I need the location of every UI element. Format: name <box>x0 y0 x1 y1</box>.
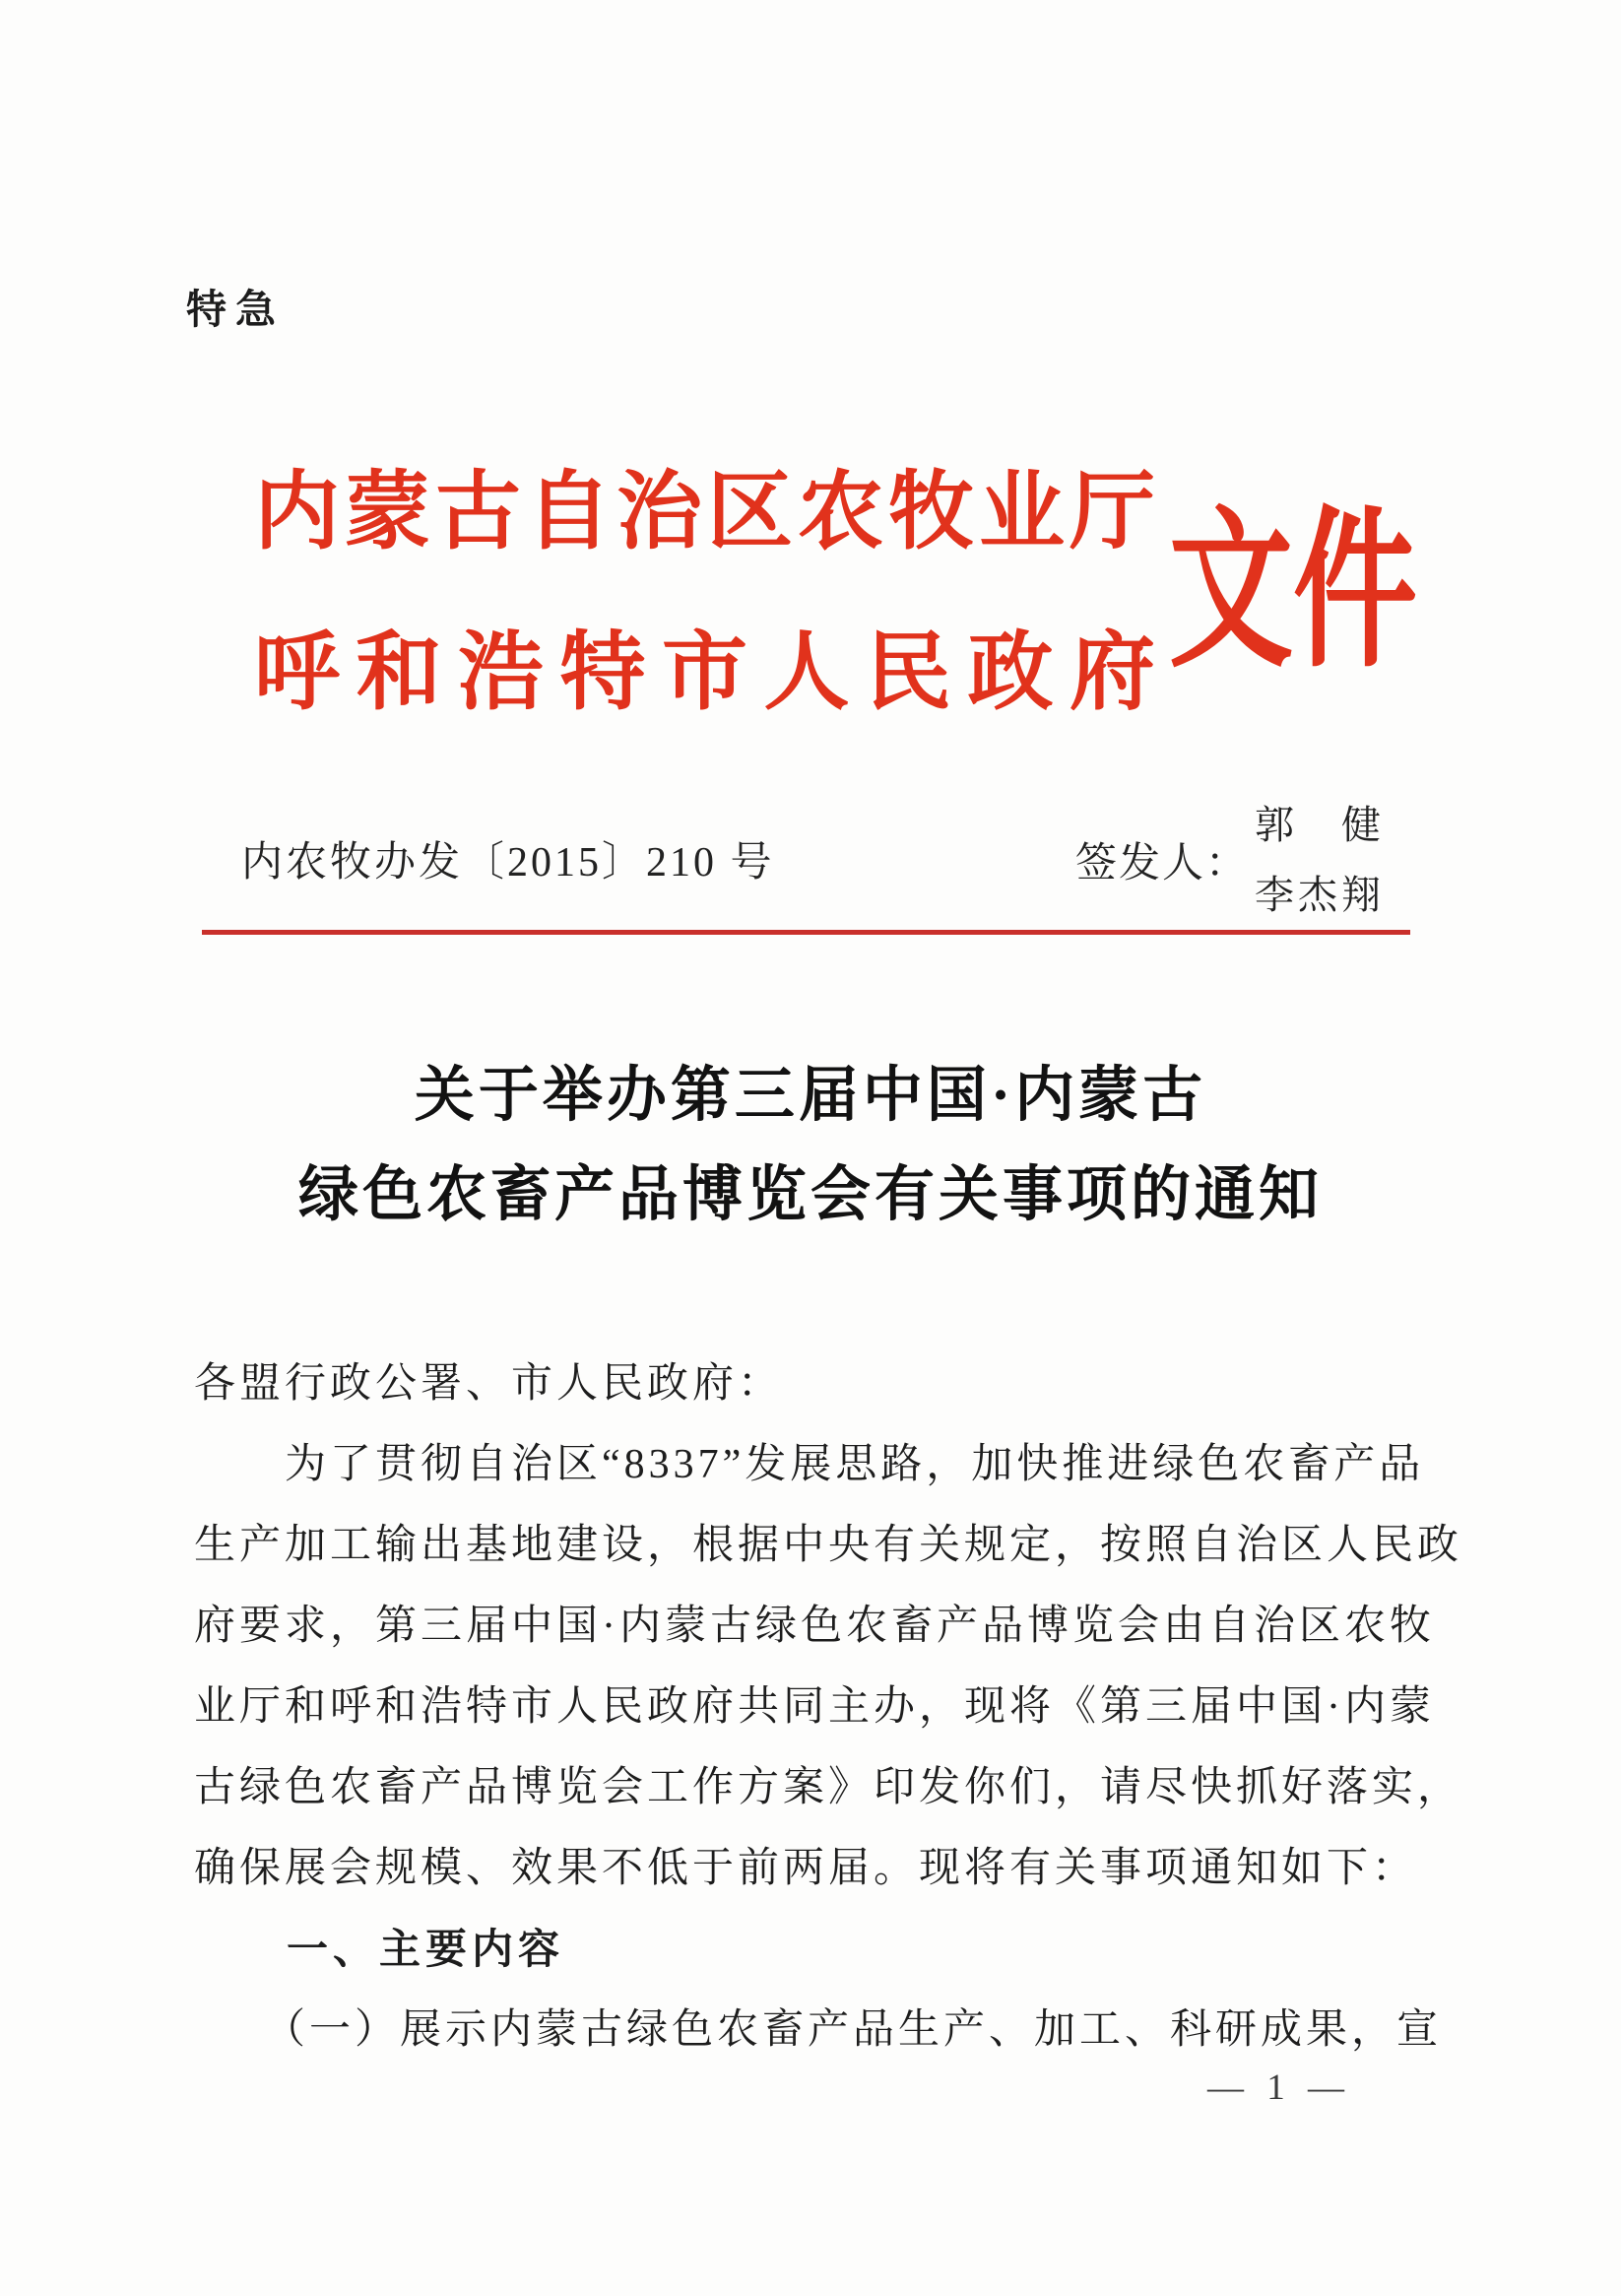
letterhead-doc-word: 文件 <box>1169 495 1417 688</box>
document-title <box>0 1046 1621 1245</box>
doc-number: 内农牧办发〔2015〕210 号 <box>241 840 775 886</box>
issuer-name-1: 郭 健 <box>1255 803 1385 847</box>
body-text-line: （一）展示内蒙古绿色农畜产品生产、加工、科研成果，宣 <box>194 2007 1443 2053</box>
letterhead-org-line1: 内蒙古自治区农牧业厅 <box>254 464 1155 559</box>
body-text-line: 业厅和呼和浩特市人民政府共同主办，现将《第三届中国·内蒙 <box>194 1684 1435 1730</box>
body-text-line: 确保展会规模、效果不低于前两届。现将有关事项通知如下： <box>194 1846 1418 1891</box>
body-salutation: 各盟行政公署、市人民政府： <box>194 1361 784 1407</box>
document-title-line1: 关于举办第三届中国·内蒙古 <box>414 1063 1207 1129</box>
issuer-name-2: 李杰翔 <box>1255 873 1385 917</box>
issuer-label: 签发人： <box>1074 841 1249 886</box>
body-text-line: 府要求，第三届中国·内蒙古绿色农畜产品博览会由自治区农牧 <box>194 1604 1435 1649</box>
doc-meta-row <box>194 786 1428 929</box>
body-text-line: 为了贯彻自治区“8337”发展思路，加快推进绿色农畜产品 <box>194 1442 1425 1487</box>
body-text-line: 生产加工输出基地建设，根据中央有关规定，按照自治区人民政 <box>194 1523 1463 1568</box>
letterhead <box>254 431 1514 753</box>
letterhead-org-line2: 呼和浩特市人民政府 <box>254 624 1155 720</box>
page-number: — 1 — <box>1207 2067 1351 2108</box>
urgency-label: 特急 <box>186 287 285 332</box>
document-body <box>194 1344 1463 2070</box>
document-title-line2: 绿色农畜产品博览会有关事项的通知 <box>297 1162 1323 1228</box>
letterhead-divider-rule <box>202 930 1410 935</box>
issuer-block <box>1075 790 1385 930</box>
letterhead-org-names <box>254 431 1155 753</box>
section-heading-main-content: 一、主要内容 <box>194 1926 565 1972</box>
body-text-line: 古绿色农畜产品博览会工作方案》印发你们，请尽快抓好落实， <box>194 1765 1463 1810</box>
issuer-names <box>1255 790 1385 930</box>
